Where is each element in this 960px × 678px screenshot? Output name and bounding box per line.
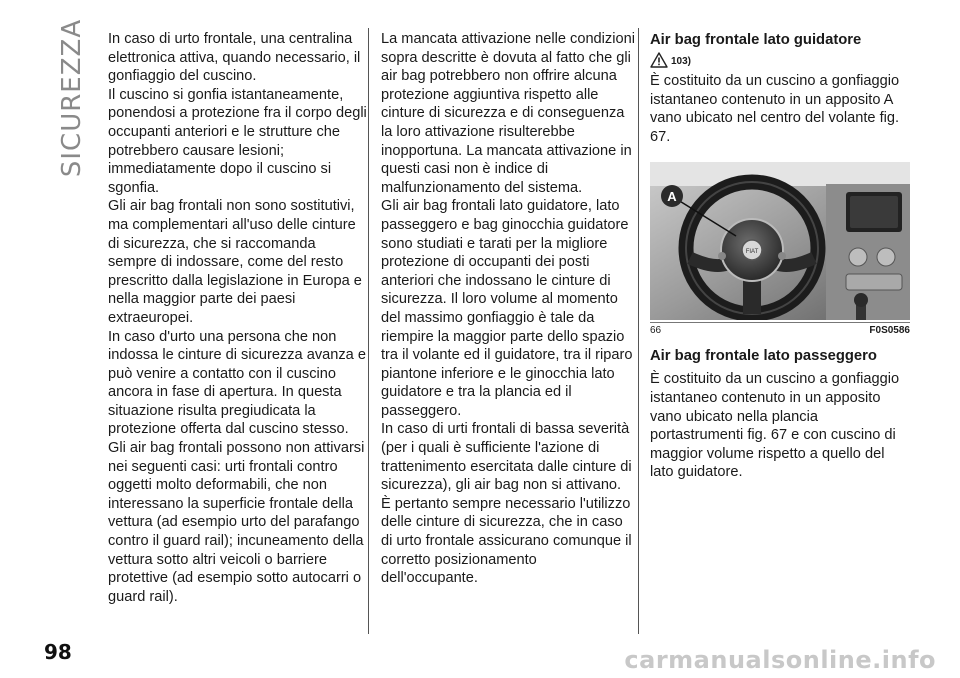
text-column-1 [108,30,368,606]
column-divider [368,28,369,634]
paragraph: Il cuscino si gonfia istantaneamente, ponendosi a protezione fra il corpo degli occupanti anteriori e le strutture che potrebbero causare lesioni; immediatamente dopo il cuscino si sgonfia. [108,86,367,196]
figure-caption [650,322,910,338]
warning-reference [650,52,910,68]
figure-callout-a: A [667,189,677,205]
text-column-3 [650,30,910,482]
figure-code: F0S0586 [869,325,910,337]
column-divider [638,28,639,634]
paragraph: La mancata attivazione nelle condizioni sopra descritte è dovuta al fatto che gli air bag potrebbero non offrire alcuna protezione aggiuntiva rispetto alle cinture di sicurezza e di conseguenza la loro attivazione risulterebbe inopportuna. La mancata attivazione in questi casi non è indice di malfunzionamento del sistema. [381,31,635,196]
paragraph: In caso di urti frontali di bassa severità (per i quali è sufficiente l'azione di trattenimento esercitata dalle cinture di sicurezza), gli air bag non si attivano. [381,421,632,494]
driver-airbag-heading: Air bag frontale lato guidatore [650,32,862,48]
page-number: 98 [44,640,72,664]
passenger-airbag-text: È costituito da un cuscino a gonfiaggio istantaneo contenuto in un apposito vano ubicato nella plancia portastrumenti fig. 67 e con cuscino di maggior volume rispetto a quello del lato guidatore. [650,371,900,481]
paragraph: In caso di urto frontale, una centralina elettronica attiva, quando necessario, il gonfiaggio del cuscino. [108,31,361,85]
driver-airbag-text: È costituito da un cuscino a gonfiaggio istantaneo contenuto in un apposito A vano ubicato nel centro del volante fig. 67. [650,73,900,145]
text-column-2 [381,30,637,588]
steering-wheel-photo [650,162,910,320]
warning-triangle-icon [650,52,668,68]
warning-reference-number: 103) [671,56,692,67]
figure-steering-wheel [650,162,910,320]
section-label: SICUREZZA [57,18,88,178]
watermark: carmanualsonline.info [624,646,936,674]
figure-number: 66 [650,325,662,337]
paragraph: Gli air bag frontali lato guidatore, lato passeggero e bag ginocchia guidatore sono studiati e tarati per la migliore protezione di occupanti dei posti anteriori che indossano le cinture di sicurezza. Il loro volume al momento del massimo gonfiaggio è tale da riempire la maggior parte dello spazio tra il volante ed il guidatore, tra il riparo piantone inferiore e le ginocchia lato guidatore e tra la plancia ed il passeggero. [381,198,633,419]
passenger-airbag-heading: Air bag frontale lato passeggero [650,348,877,365]
svg-text:FIAT: FIAT [745,249,759,256]
paragraph: In caso d'urto una persona che non indossa le cinture di sicurezza avanza e può venire a contatto con il cuscino ancora in fase di apertura. In questa situazione risulta pregiudicata la protezione offerta dal cuscino stesso. [108,328,366,438]
paragraph: Gli air bag frontali non sono sostitutivi, ma complementari all'uso delle cinture di sicurezza, che si raccomanda sempre di indossare, come del resto prescritto dalla legislazione in Europa e nella maggior parte dei paesi extraeuropei. [108,198,362,326]
paragraph: È pertanto sempre necessario l'utilizzo delle cinture di sicurezza, che in caso di urto frontale assicurano comunque il corretto posizionamento dell'occupante. [381,495,632,587]
paragraph: Gli air bag frontali possono non attivarsi nei seguenti casi: urti frontali contro oggetti molto deformabili, che non interessano la superficie frontale della vettura (ad esempio urto del parafango contro il guard rail); incuneamento della vettura sotto altri veicoli o barriere protettive (ad esempio sotto autocarri o guard rail). [108,440,365,605]
